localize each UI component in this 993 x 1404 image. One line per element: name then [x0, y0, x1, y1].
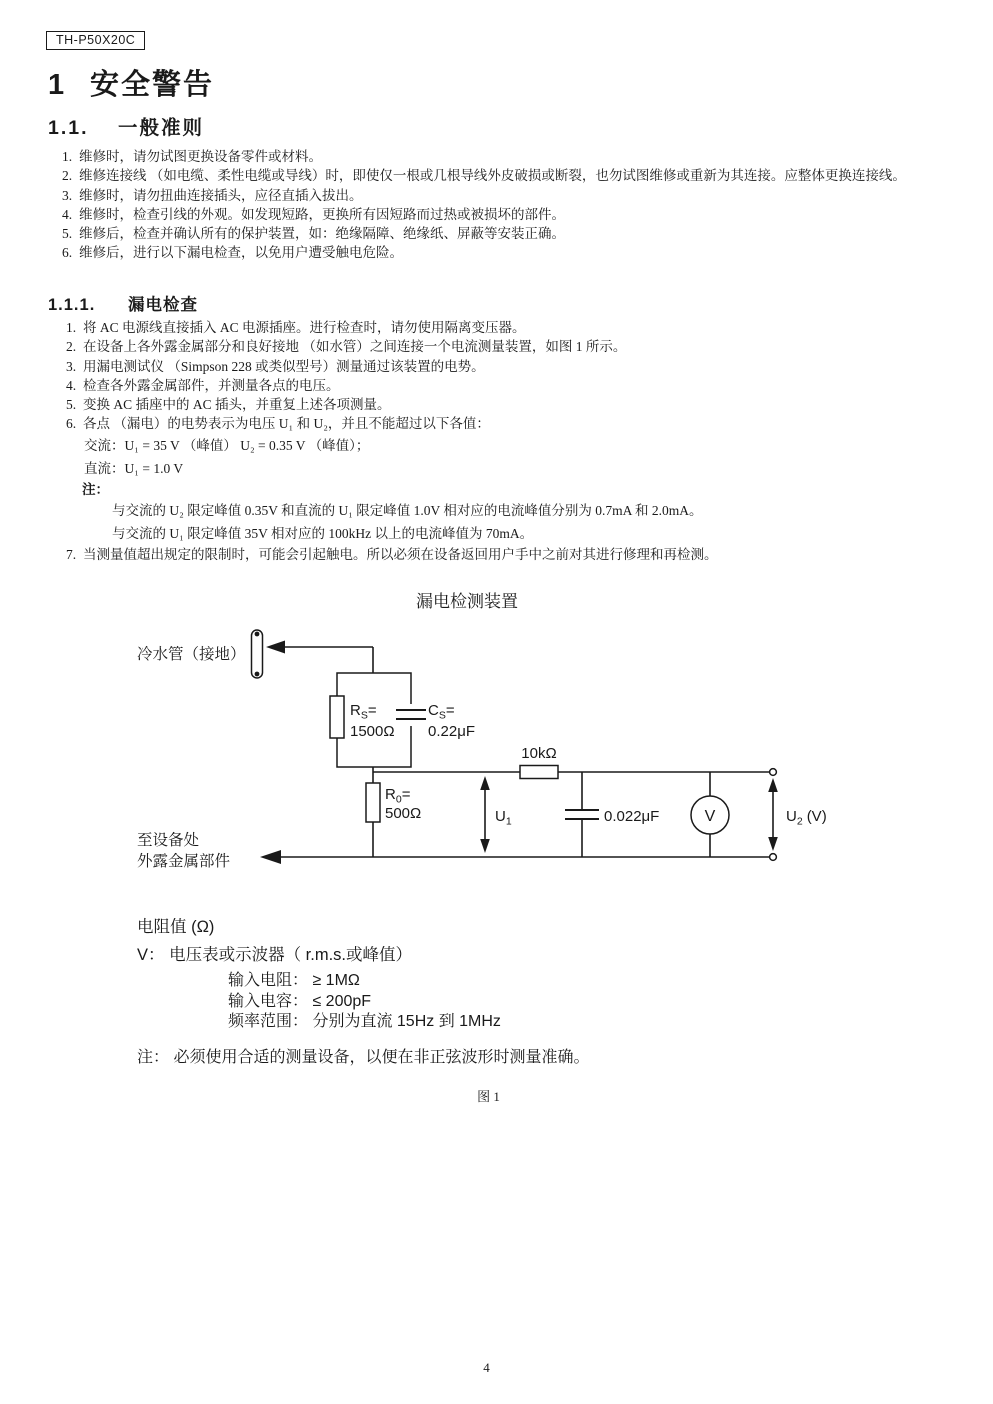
down-arrowhead	[768, 837, 778, 851]
list-item-number: 7.	[66, 547, 77, 563]
r0-label: $R_0=$	[385, 786, 411, 806]
terminal	[770, 769, 777, 776]
note-line: 与交流的 U₁ 限定峰值 35V 相对应的 100kHz 以上的电流峰值为 70mA。	[112, 526, 534, 542]
pipe-symbol-tip	[255, 632, 260, 637]
voltmeter-description-line: V： 电压表或示波器（ r.m.s.或峰值）	[137, 946, 413, 964]
note-line: 与交流的 U₂ 限定峰值 0.35V 和直流的 U₁ 限定峰值 1.0V 相对应的电流峰值分别为 0.7mA 和 2.0mA。	[112, 503, 703, 519]
figure-caption: 图 1	[477, 1089, 500, 1104]
list-item	[62, 243, 952, 262]
resistor-rs-symbol	[330, 696, 344, 738]
section-heading-1-1	[48, 112, 204, 140]
resistor-r0-symbol	[366, 783, 380, 822]
section-heading-1	[48, 62, 214, 103]
list-item-number: 5.	[62, 226, 73, 242]
note-label: 注：	[82, 481, 109, 497]
list-item-number: 4.	[66, 377, 77, 393]
list-item-number: 5.	[66, 397, 77, 413]
ac-limit-line: 交流：U₁ = 35 V （峰值） U₂ = 0.35 V （峰值）；	[84, 437, 370, 453]
capacitor-value-label: 0.022μF	[604, 808, 660, 825]
spec-line: 频率范围： 分别为直流 15Hz 到 1MHz	[228, 1013, 501, 1030]
up-arrowhead	[480, 776, 490, 790]
list-item-text: 当测量值超出规定的限制时，可能会引起触电。所以必须在设备返回用户手中之前对其进行修理和再检测。	[83, 547, 718, 563]
leakage-check-list	[66, 318, 956, 564]
spec-line: 输入电容： ≤ 200pF	[228, 992, 372, 1010]
list-item-text: 维修连接线 （如电缆、柔性电缆或导线）时，即使仅一根或几根导线外皮破损或断裂，也勿试图维修或重新为其连接。应整体更换连接线。	[79, 168, 906, 184]
list-item	[62, 224, 952, 243]
list-item-text: 维修后，进行以下漏电检查，以免用户遭受触电危险。	[79, 245, 403, 261]
list-item-number: 1.	[62, 149, 73, 164]
page-number: 4	[483, 1360, 490, 1375]
general-rules-list	[62, 147, 952, 263]
list-item	[62, 166, 952, 185]
list-item-text: 各点 （漏电）的电势表示为电压 U₁ 和 U₂，并且不能超过以下各值：	[83, 416, 490, 432]
device-label: 外露金属部件	[137, 853, 231, 870]
resistor-10k-symbol	[520, 766, 558, 779]
list-item-text: 检查各外露金属部件，并测量各点的电压。	[83, 377, 340, 393]
list-item	[66, 376, 956, 395]
list-item	[66, 357, 956, 376]
down-arrowhead	[480, 839, 490, 853]
list-item	[62, 205, 952, 224]
resistance-value-line: 电阻值 (Ω)	[137, 918, 215, 936]
heading-title: 漏电检查	[128, 296, 198, 314]
list-item-text: 在设备上各外露金属部分和良好接地 （如水管）之间连接一个电流测量装置，如图 1 所示。	[83, 339, 627, 355]
meter-specs	[228, 971, 501, 1033]
u2-label: $U_2$ (V)	[786, 808, 827, 828]
list-item-text: 维修后，检查并确认所有的保护装置，如：绝缘隔障、绝缘纸、屏蔽等安装正确。	[79, 226, 565, 242]
measurement-note: 注： 必须使用合适的测量设备，以便在非正弦波形时测量准确。	[137, 1049, 590, 1066]
up-arrowhead	[768, 778, 778, 792]
model-number-box	[46, 31, 145, 50]
heading-title: 一般准则	[118, 117, 205, 139]
capacitor-gap-mask	[403, 704, 419, 726]
list-item-number: 4.	[62, 206, 73, 222]
cs-value: 0.22μF	[428, 723, 475, 740]
spec-line: 输入电阻： ≥ 1MΩ	[228, 972, 360, 989]
list-item-number: 2.	[66, 339, 77, 355]
list-item-text: 将 AC 电源线直接插入 AC 电源插座。进行检查时，请勿使用隔离变压器。	[83, 320, 526, 335]
heading-number: 1.1.	[48, 117, 89, 139]
list-item	[66, 414, 956, 433]
list-item-number: 6.	[62, 245, 73, 261]
list-item-number: 6.	[66, 416, 77, 432]
cold-pipe-label: 冷水管（接地）	[137, 646, 246, 663]
terminal	[770, 854, 777, 861]
leakage-test-circuit-diagram	[0, 585, 993, 885]
heading-number: 1.1.1.	[48, 296, 96, 314]
pipe-symbol-tip	[255, 672, 260, 677]
rs-cs-parallel-box	[337, 673, 411, 767]
list-item	[62, 186, 952, 205]
rs-label: $R_S=$	[350, 702, 377, 722]
left-arrowhead	[266, 641, 285, 654]
list-item-text: 维修时，请勿扭曲连接插头，应径直插入拔出。	[79, 187, 363, 203]
list-item	[66, 337, 956, 356]
r0-value: 500Ω	[385, 805, 422, 822]
list-item-number: 2.	[62, 168, 73, 184]
list-item	[66, 545, 956, 564]
rs-value: 1500Ω	[350, 723, 395, 740]
list-item-text: 维修时，请勿试图更换设备零件或材料。	[79, 149, 322, 164]
u1-label: $U_1$	[495, 808, 512, 828]
list-item-text: 维修时，检查引线的外观。如发现短路，更换所有因短路而过热或被损坏的部件。	[79, 206, 565, 222]
list-item-text: 变换 AC 插座中的 AC 插头，并重复上述各项测量。	[83, 397, 391, 413]
list-item	[66, 318, 956, 337]
left-arrowhead	[260, 850, 281, 864]
list-item-number: 1.	[66, 320, 77, 335]
list-item	[62, 147, 952, 166]
list-item-number: 3.	[66, 358, 77, 374]
section-heading-1-1-1	[48, 291, 198, 315]
voltmeter-label: V	[704, 808, 716, 825]
list-item	[66, 395, 956, 414]
heading-number: 1	[48, 69, 65, 101]
list-item-number: 3.	[62, 187, 73, 203]
resistor-10k-label: 10kΩ	[521, 745, 557, 762]
pipe-symbol	[252, 630, 263, 678]
device-label: 至设备处	[137, 832, 200, 849]
cs-label: $C_S=$	[428, 702, 455, 722]
dc-limit-line: 直流：U₁ = 1.0 V	[84, 460, 184, 476]
diagram-title: 漏电检测装置	[416, 592, 518, 611]
model-number: TH-P50X20C	[56, 33, 136, 47]
list-item-text: 用漏电测试仪 （Simpson 228 或类似型号）测量通过该装置的电势。	[83, 358, 485, 374]
heading-title: 安全警告	[90, 69, 215, 101]
